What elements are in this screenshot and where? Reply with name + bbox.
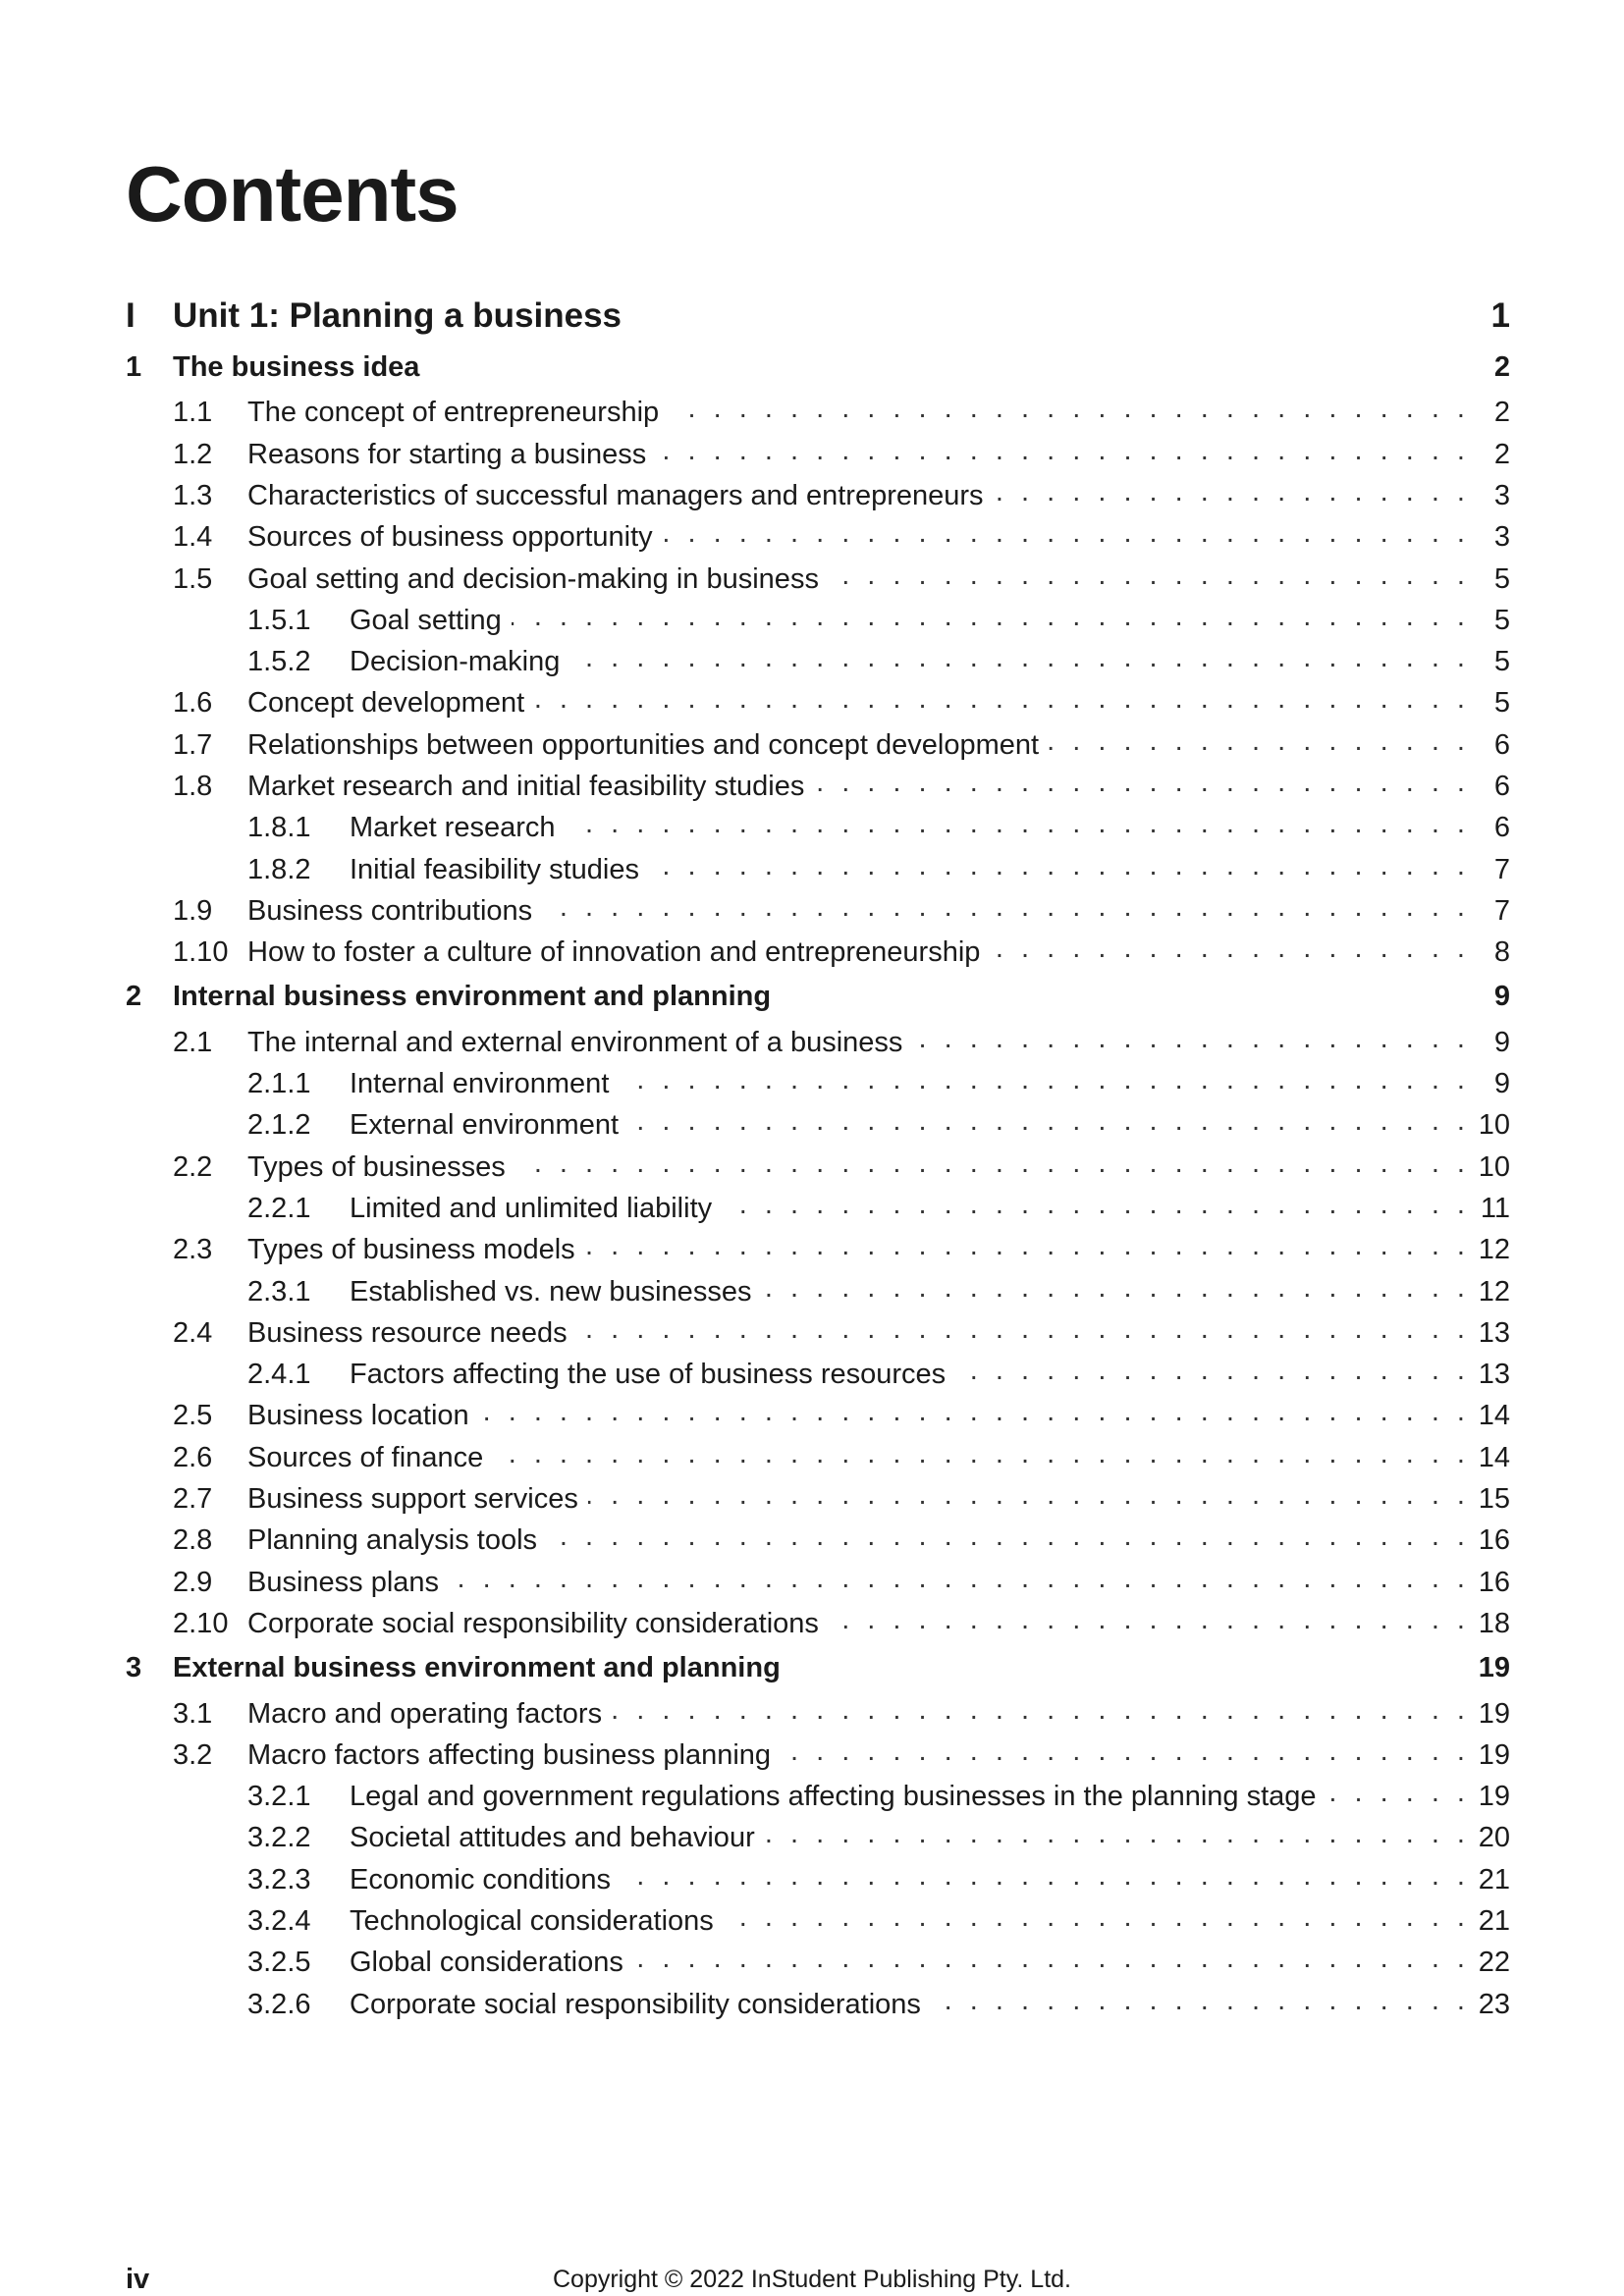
toc-dot-leader <box>621 1859 1465 1889</box>
toc-entry-title: Limited and unlimited liability <box>350 1193 713 1224</box>
toc-entry-page: 19 <box>1478 1781 1510 1812</box>
toc-entry-number: 3.2.5 <box>247 1947 311 1978</box>
toc-entry-page: 2 <box>1493 351 1510 383</box>
toc-dot-leader <box>814 766 1465 795</box>
toc-entry-title: Sources of finance <box>247 1442 484 1473</box>
toc-entry-number: 2.3.1 <box>247 1276 311 1308</box>
toc-subsection-row[interactable] <box>126 1188 1510 1225</box>
toc-entry-page: 6 <box>1493 729 1510 761</box>
toc-section-row[interactable] <box>126 1437 1510 1474</box>
toc-entry-page: 16 <box>1478 1524 1510 1556</box>
toc-subsection-row[interactable] <box>126 807 1510 844</box>
toc-entry-title: Economic conditions <box>350 1864 611 1896</box>
toc-entry-page: 21 <box>1478 1864 1510 1896</box>
toc-entry-number: 2.10 <box>173 1608 229 1639</box>
toc-section-row[interactable] <box>126 559 1510 596</box>
toc-entry-title: Business support services <box>247 1483 578 1515</box>
toc-entry-title: Planning analysis tools <box>247 1524 538 1556</box>
toc-entry-title: Global considerations <box>350 1947 623 1978</box>
toc-section-row[interactable] <box>126 1693 1510 1731</box>
toc-part-page: 1 <box>1490 296 1510 335</box>
toc-dot-leader <box>722 1188 1465 1217</box>
toc-dot-leader <box>619 1063 1465 1093</box>
toc-entry-title: Types of business models <box>247 1234 575 1265</box>
toc-chapter-row[interactable] <box>126 350 1510 384</box>
toc-entry-title: Factors affecting the use of business resources <box>350 1359 947 1390</box>
toc-dot-leader <box>663 516 1465 546</box>
toc-entry-page: 7 <box>1493 854 1510 885</box>
toc-entry-number: 3.1 <box>173 1698 213 1730</box>
toc-entry-number: 3.2 <box>173 1739 213 1771</box>
toc-section-row[interactable] <box>126 1147 1510 1184</box>
toc-entry-page: 5 <box>1493 563 1510 595</box>
toc-entry-title: Sources of business opportunity <box>247 521 653 553</box>
toc-entry-title: Initial feasibility studies <box>350 854 639 885</box>
toc-dot-leader <box>955 1354 1465 1383</box>
toc-entry-page: 5 <box>1493 687 1510 719</box>
toc-dot-leader <box>566 807 1465 836</box>
toc-subsection-row[interactable] <box>126 849 1510 886</box>
toc-entry-page: 9 <box>1493 1068 1510 1099</box>
toc-entry-title: Goal setting <box>350 605 502 636</box>
copyright-notice: Copyright © 2022 InStudent Publishing Pty. Ltd. <box>552 2266 1071 2293</box>
toc-entry-page: 14 <box>1478 1400 1510 1431</box>
toc-entry-number: 1.6 <box>173 687 213 719</box>
toc-entry-title: The business idea <box>173 351 420 383</box>
toc-dot-leader <box>547 1520 1465 1549</box>
page-number: iv <box>126 2264 150 2295</box>
toc-entry-page: 19 <box>1478 1739 1510 1771</box>
toc-entry-number: 2.4.1 <box>247 1359 311 1390</box>
toc-section-row[interactable] <box>126 1022 1510 1059</box>
toc-dot-leader <box>912 1022 1465 1051</box>
toc-dot-leader <box>542 890 1465 920</box>
toc-dot-leader <box>479 1395 1465 1424</box>
toc-entry-title: Business location <box>247 1400 469 1431</box>
toc-section-row[interactable] <box>126 1520 1510 1557</box>
toc-section-row[interactable] <box>126 890 1510 928</box>
toc-entry-number: 2.6 <box>173 1442 213 1473</box>
toc-entry-number: 1.3 <box>173 480 213 511</box>
toc-dot-leader <box>1049 724 1465 754</box>
toc-entry-title: Business resource needs <box>247 1317 568 1349</box>
toc-dot-leader <box>761 1271 1465 1301</box>
toc-entry-title: Technological considerations <box>350 1905 714 1937</box>
toc-entry-title: Internal business environment and planning <box>173 981 772 1012</box>
toc-entry-page: 9 <box>1493 1027 1510 1058</box>
toc-section-row[interactable] <box>126 1312 1510 1350</box>
toc-entry-title: Societal attitudes and behaviour <box>350 1822 755 1853</box>
toc-entry-title: Concept development <box>247 687 525 719</box>
toc-entry-title: Relationships between opportunities and concept development <box>247 729 1040 761</box>
toc-entry-number: 3 <box>126 1652 142 1683</box>
toc-entry-page: 16 <box>1478 1567 1510 1598</box>
toc-entry-title: Internal environment <box>350 1068 610 1099</box>
toc-entry-number: 1.8.1 <box>247 812 311 843</box>
toc-entry-number: 2.1.2 <box>247 1109 311 1141</box>
toc-entry-page: 22 <box>1478 1947 1510 1978</box>
toc-entry-title: External environment <box>350 1109 620 1141</box>
toc-part-title: Unit 1: Planning a business <box>173 296 623 335</box>
toc-entry-number: 2.7 <box>173 1483 213 1515</box>
toc-dot-leader <box>649 849 1465 879</box>
toc-entry-number: 1.7 <box>173 729 213 761</box>
toc-entry-title: Macro factors affecting business planning <box>247 1739 772 1771</box>
toc-subsection-row[interactable] <box>126 600 1510 637</box>
toc-entry-title: The internal and external environment of a business <box>247 1027 903 1058</box>
toc-entry-title: Decision-making <box>350 646 561 677</box>
toc-entry-number: 2 <box>126 981 142 1012</box>
toc-entry-title: Business contributions <box>247 895 533 927</box>
toc-dot-leader <box>656 434 1465 463</box>
toc-section-row[interactable] <box>126 1395 1510 1432</box>
toc-part-row[interactable] <box>126 296 1510 336</box>
toc-entry-page: 11 <box>1480 1193 1510 1224</box>
toc-subsection-row[interactable] <box>126 1104 1510 1142</box>
toc-section-row[interactable] <box>126 766 1510 803</box>
toc-dot-leader <box>569 641 1465 670</box>
toc-section-row[interactable] <box>126 1603 1510 1640</box>
toc-entry-number: 1.5.1 <box>247 605 311 636</box>
toc-entry-page: 12 <box>1478 1276 1510 1308</box>
toc-entry-title: Legal and government regulations affecting businesses in the planning stage <box>350 1781 1317 1812</box>
toc-subsection-row[interactable] <box>126 1984 1510 2021</box>
toc-dot-leader <box>990 932 1465 961</box>
toc-entry-page: 3 <box>1493 521 1510 553</box>
toc-chapter-row[interactable] <box>126 980 1510 1013</box>
toc-section-row[interactable] <box>126 516 1510 554</box>
toc-entry-page: 6 <box>1493 771 1510 802</box>
toc-dot-leader <box>585 1229 1465 1258</box>
toc-entry-title: Types of businesses <box>247 1151 506 1183</box>
toc-entry-number: 2.1.1 <box>247 1068 311 1099</box>
toc-entry-page: 9 <box>1493 981 1510 1012</box>
toc-entry-title: Market research and initial feasibility studies <box>247 771 805 802</box>
toc-dot-leader <box>534 682 1465 712</box>
toc-entry-number: 1.8 <box>173 771 213 802</box>
toc-entry-page: 20 <box>1478 1822 1510 1853</box>
toc-entry-page: 7 <box>1493 895 1510 927</box>
toc-entry-number: 1.5.2 <box>247 646 311 677</box>
toc-entry-number: 1 <box>126 351 142 383</box>
toc-entry-title: Corporate social responsibility considerations <box>350 1989 921 2020</box>
toc-entry-title: Goal setting and decision-making in business <box>247 563 819 595</box>
toc-entry-title: Macro and operating factors <box>247 1698 603 1730</box>
toc-entry-number: 3.2.4 <box>247 1905 311 1937</box>
toc-entry-page: 5 <box>1493 646 1510 677</box>
toc-section-row[interactable] <box>126 724 1510 762</box>
toc-subsection-row[interactable] <box>126 1063 1510 1100</box>
toc-dot-leader <box>515 1147 1465 1176</box>
toc-section-row[interactable] <box>126 1735 1510 1772</box>
toc-section-row[interactable] <box>126 932 1510 969</box>
toc-entry-number: 3.2.6 <box>247 1989 311 2020</box>
toc-dot-leader <box>765 1817 1465 1846</box>
toc-entry-number: 2.5 <box>173 1400 213 1431</box>
toc-section-row[interactable] <box>126 1229 1510 1266</box>
toc-entry-page: 23 <box>1478 1989 1510 2020</box>
toc-entry-title: How to foster a culture of innovation and entrepreneurship <box>247 936 981 968</box>
toc-entry-page: 19 <box>1478 1652 1510 1683</box>
toc-section-row[interactable] <box>126 682 1510 720</box>
toc-entry-title: Corporate social responsibility considerations <box>247 1608 819 1639</box>
toc-entry-page: 10 <box>1478 1109 1510 1141</box>
toc-dot-leader <box>588 1478 1465 1508</box>
toc-entry-page: 18 <box>1478 1608 1510 1639</box>
toc-dot-leader <box>449 1562 1465 1591</box>
toc-entry-page: 21 <box>1478 1905 1510 1937</box>
toc-entry-number: 1.2 <box>173 439 213 470</box>
toc-dot-leader <box>1326 1776 1465 1805</box>
page-title: Contents <box>126 150 459 238</box>
toc-dot-leader <box>931 1984 1465 2013</box>
toc-section-row[interactable] <box>126 392 1510 429</box>
toc-entry-page: 13 <box>1478 1317 1510 1349</box>
toc-entry-page: 14 <box>1478 1442 1510 1473</box>
toc-dot-leader <box>829 1603 1465 1632</box>
toc-entry-title: Reasons for starting a business <box>247 439 647 470</box>
toc-entry-number: 1.9 <box>173 895 213 927</box>
toc-entry-number: 2.2.1 <box>247 1193 311 1224</box>
toc-chapter-row[interactable] <box>126 1651 1510 1684</box>
toc-dot-leader <box>724 1900 1465 1930</box>
toc-subsection-row[interactable] <box>126 1776 1510 1813</box>
toc-part-number: I <box>126 296 135 335</box>
toc-entry-number: 1.4 <box>173 521 213 553</box>
toc-section-row[interactable] <box>126 434 1510 471</box>
toc-section-row[interactable] <box>126 1562 1510 1599</box>
toc-dot-leader <box>577 1312 1465 1342</box>
toc-entry-number: 1.10 <box>173 936 229 968</box>
toc-dot-leader <box>781 1735 1465 1764</box>
toc-dot-leader <box>669 392 1465 421</box>
toc-entry-number: 2.4 <box>173 1317 213 1349</box>
toc-section-row[interactable] <box>126 1478 1510 1516</box>
toc-entry-number: 2.2 <box>173 1151 213 1183</box>
toc-entry-number: 2.1 <box>173 1027 213 1058</box>
toc-dot-leader <box>829 559 1465 588</box>
toc-subsection-row[interactable] <box>126 1354 1510 1391</box>
toc-subsection-row[interactable] <box>126 1817 1510 1854</box>
toc-entry-number: 3.2.2 <box>247 1822 311 1853</box>
toc-entry-page: 12 <box>1478 1234 1510 1265</box>
toc-entry-page: 15 <box>1478 1483 1510 1515</box>
toc-entry-page: 6 <box>1493 812 1510 843</box>
toc-entry-page: 5 <box>1493 605 1510 636</box>
toc-section-row[interactable] <box>126 475 1510 512</box>
toc-entry-title: The concept of entrepreneurship <box>247 397 660 428</box>
toc-subsection-row[interactable] <box>126 1942 1510 1979</box>
toc-dot-leader <box>994 475 1465 505</box>
toc-entry-title: Established vs. new businesses <box>350 1276 752 1308</box>
toc-entry-page: 2 <box>1493 439 1510 470</box>
toc-entry-page: 2 <box>1493 397 1510 428</box>
toc-entry-title: Business plans <box>247 1567 440 1598</box>
toc-entry-title: External business environment and planning <box>173 1652 781 1683</box>
toc-subsection-row[interactable] <box>126 1900 1510 1938</box>
toc-entry-title: Market research <box>350 812 556 843</box>
toc-entry-page: 19 <box>1478 1698 1510 1730</box>
toc-subsection-row[interactable] <box>126 1271 1510 1308</box>
toc-entry-page: 10 <box>1478 1151 1510 1183</box>
toc-entry-number: 1.8.2 <box>247 854 311 885</box>
toc-entry-page: 3 <box>1493 480 1510 511</box>
toc-entry-page: 13 <box>1478 1359 1510 1390</box>
toc-dot-leader <box>633 1942 1465 1971</box>
toc-entry-number: 1.5 <box>173 563 213 595</box>
toc-entry-number: 2.9 <box>173 1567 213 1598</box>
toc-entry-number: 1.1 <box>173 397 213 428</box>
toc-entry-number: 3.2.1 <box>247 1781 311 1812</box>
toc-entry-page: 8 <box>1493 936 1510 968</box>
toc-entry-number: 2.3 <box>173 1234 213 1265</box>
toc-dot-leader <box>512 600 1465 629</box>
toc-subsection-row[interactable] <box>126 641 1510 678</box>
toc-entry-number: 2.8 <box>173 1524 213 1556</box>
toc-entry-title: Characteristics of successful managers and entrepreneurs <box>247 480 984 511</box>
toc-entry-number: 3.2.3 <box>247 1864 311 1896</box>
toc-subsection-row[interactable] <box>126 1859 1510 1896</box>
toc-dot-leader <box>612 1693 1465 1723</box>
toc-dot-leader <box>628 1104 1465 1134</box>
toc-dot-leader <box>493 1437 1465 1467</box>
